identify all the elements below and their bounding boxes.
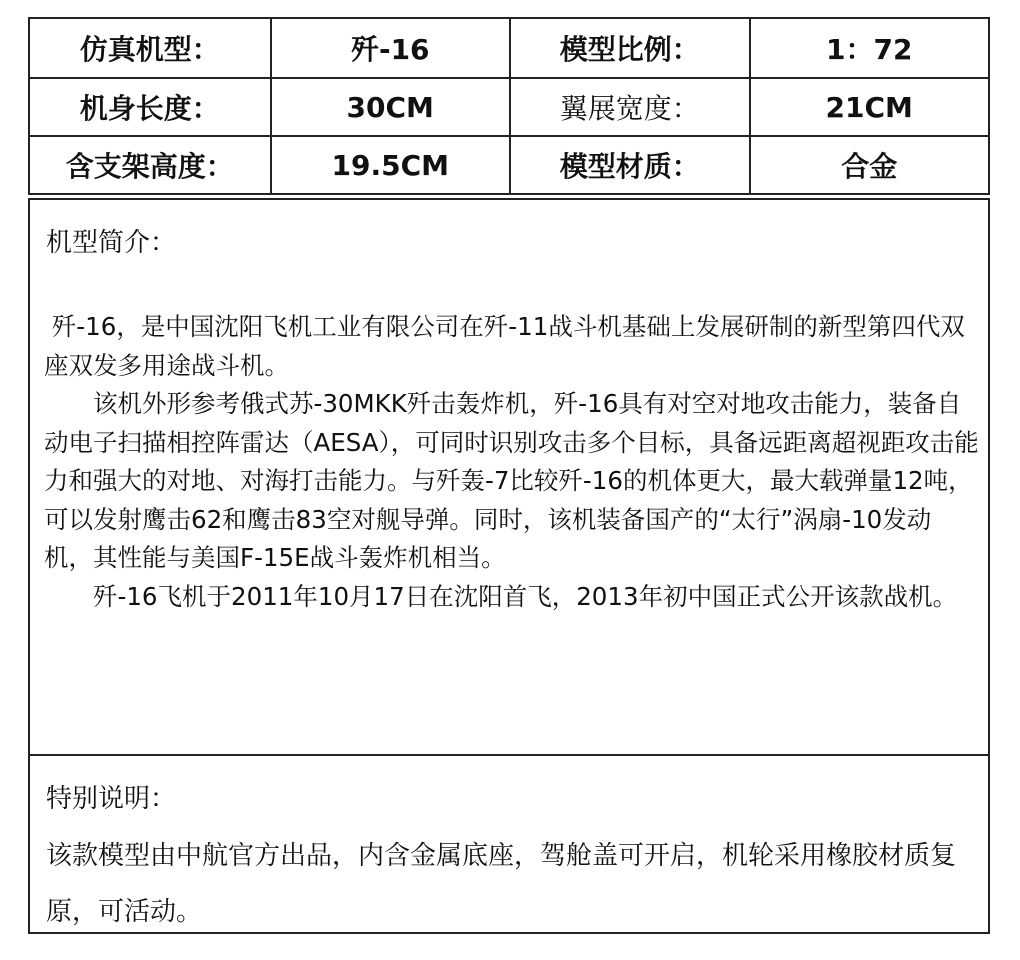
note-section [28,754,990,934]
spec-label: 模型比例： [509,19,749,77]
intro-paragraph: 歼-16飞机于2011年10月17日在沈阳首飞，2013年初中国正式公开该款战机。 [93,581,958,611]
note-heading: 特别说明： [46,784,177,814]
spec-row [30,77,988,135]
spec-value: 合金 [749,137,989,193]
spec-label: 模型材质： [509,137,749,193]
intro-body [44,308,979,616]
spec-label: 机身长度： [79,92,220,125]
spec-value: 19.5CM [270,137,510,193]
spec-value: 歼-16 [270,19,510,77]
intro-heading: 机型简介： [46,228,177,258]
intro-paragraph: 歼-16，是中国沈阳飞机工业有限公司在歼-11战斗机基础上发展研制的新型第四代双座双发多用途战斗机。 [44,312,965,380]
spec-label: 翼展宽度： [509,79,749,135]
note-body: 该款模型由中航官方出品，内含金属底座，驾舱盖可开启，机轮采用橡胶材质复原，可活动。 [46,841,957,927]
spec-value: 30CM [270,79,510,135]
intro-section [28,198,990,755]
spec-table [28,17,990,195]
spec-value: 21CM [749,79,989,135]
spec-value: 1：72 [749,19,989,77]
spec-label: 含支架高度： [65,150,234,183]
intro-paragraph: 该机外形参考俄式苏-30MKK歼击轰炸机，歼-16具有对空对地攻击能力，装备自动电子扫描相控阵雷达（AESA），可同时识别攻击多个目标，具备远距离超视距攻击能力和强大的对地、对海打击能力。与歼轰-7比较歼-16的机体更大，最大载弹量12吨，可以发射鹰击62和鹰击83空对舰导弹。同时，该机装备国产的“太行”涡扇-10发动机，其性能与美国F-15E战斗轰炸机相当。 [44,389,979,572]
spec-row [30,19,988,77]
spec-row [30,135,988,193]
spec-label: 仿真机型： [79,33,220,66]
